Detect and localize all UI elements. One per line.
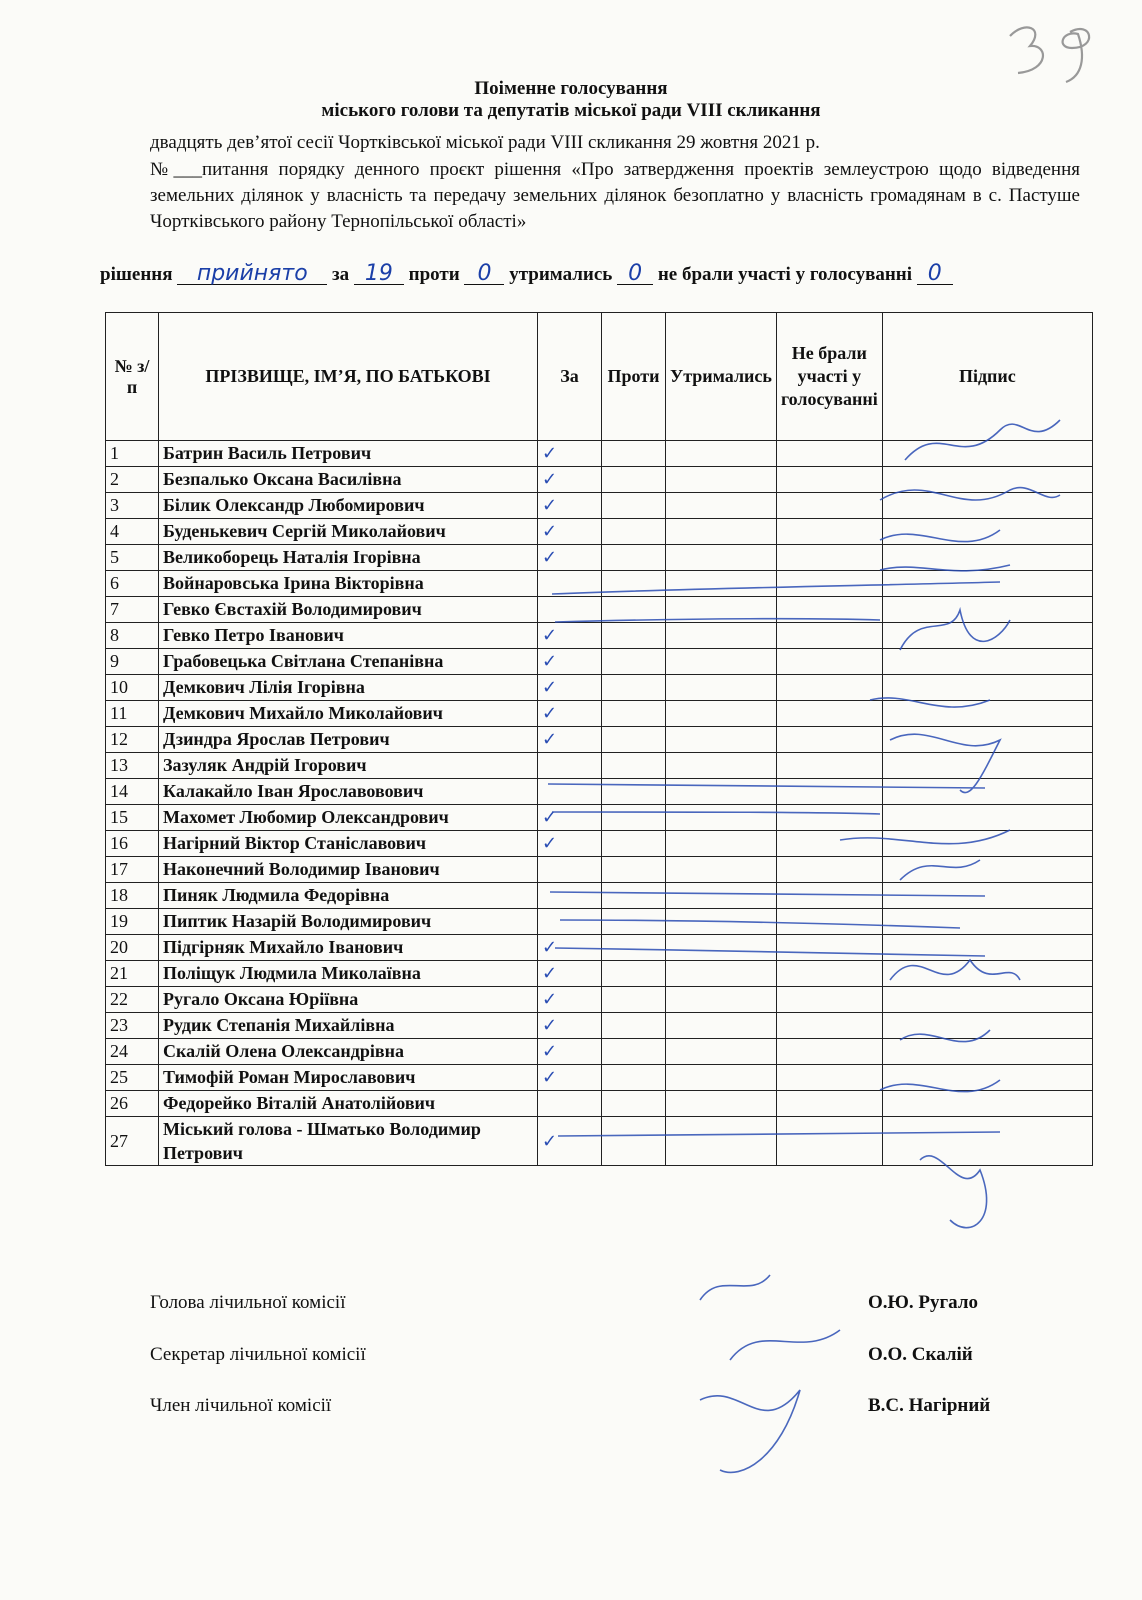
row-not-voting — [776, 545, 882, 571]
row-vote-for: ✓ — [538, 1013, 602, 1039]
row-vote-against — [602, 883, 666, 909]
row-num: 2 — [106, 467, 159, 493]
table-row — [106, 1039, 1093, 1065]
against-label: проти — [408, 264, 460, 285]
row-vote-for: ✓ — [538, 467, 602, 493]
row-vote-against — [602, 493, 666, 519]
row-vote-against — [602, 805, 666, 831]
row-name: Демкович Лілія Ігорівна — [159, 675, 538, 701]
row-num: 7 — [106, 597, 159, 623]
row-vote-abstained — [666, 493, 777, 519]
row-num: 24 — [106, 1039, 159, 1065]
row-signature — [882, 545, 1092, 571]
row-vote-for — [538, 779, 602, 805]
table-header-row — [106, 313, 1093, 441]
decision-line — [100, 261, 1090, 286]
row-name: Пиптик Назарій Володимирович — [159, 909, 538, 935]
table-row — [106, 675, 1093, 701]
table-row — [106, 987, 1093, 1013]
header-not-voting: Не брали участі у голосуванні — [776, 313, 882, 441]
row-not-voting — [776, 987, 882, 1013]
not-voting-count: 0 — [917, 264, 953, 285]
table-row — [106, 779, 1093, 805]
signature-scrawl — [730, 1330, 840, 1360]
commission-role-1: Голова лічильної комісії — [150, 1292, 346, 1313]
row-signature — [882, 805, 1092, 831]
row-vote-abstained — [666, 571, 777, 597]
row-vote-for: ✓ — [538, 675, 602, 701]
row-num: 25 — [106, 1065, 159, 1091]
row-not-voting — [776, 935, 882, 961]
row-name: Великоборець Наталія Ігорівна — [159, 545, 538, 571]
table-row — [106, 727, 1093, 753]
row-name: Зазуляк Андрій Ігорович — [159, 753, 538, 779]
row-not-voting — [776, 571, 882, 597]
row-vote-for — [538, 909, 602, 935]
not-voting-label: не брали участі у голосуванні — [657, 264, 913, 285]
row-not-voting — [776, 519, 882, 545]
table-row — [106, 441, 1093, 467]
row-num: 26 — [106, 1091, 159, 1117]
row-signature — [882, 519, 1092, 545]
row-vote-against — [602, 597, 666, 623]
table-row — [106, 519, 1093, 545]
row-not-voting — [776, 1117, 882, 1166]
row-not-voting — [776, 727, 882, 753]
row-vote-abstained — [666, 857, 777, 883]
row-num: 21 — [106, 961, 159, 987]
row-vote-abstained — [666, 623, 777, 649]
row-vote-for — [538, 597, 602, 623]
row-vote-against — [602, 1013, 666, 1039]
for-label: за — [332, 264, 350, 285]
row-vote-against — [602, 1039, 666, 1065]
row-vote-against — [602, 857, 666, 883]
row-vote-for: ✓ — [538, 441, 602, 467]
row-not-voting — [776, 597, 882, 623]
agenda-question: №___питання порядку денного проєкт рішення «Про затвердження проектів землеустрою щодо відведення земельних ділянок у власність та передачу земельних ділянок безоплатно у власність громадянам в с. Пастуше Чортківського району Тернопільської області» — [150, 159, 1080, 232]
row-vote-for: ✓ — [538, 545, 602, 571]
row-vote-for: ✓ — [538, 1117, 602, 1166]
row-name: Дзиндра Ярослав Петрович — [159, 727, 538, 753]
row-signature — [882, 961, 1092, 987]
row-vote-against — [602, 571, 666, 597]
row-vote-against — [602, 1091, 666, 1117]
row-num: 8 — [106, 623, 159, 649]
row-name: Гевко Петро Іванович — [159, 623, 538, 649]
row-num: 1 — [106, 441, 159, 467]
row-vote-for: ✓ — [538, 1039, 602, 1065]
table-row — [106, 467, 1093, 493]
row-vote-abstained — [666, 779, 777, 805]
table-row — [106, 597, 1093, 623]
row-signature — [882, 597, 1092, 623]
header-for: За — [538, 313, 602, 441]
row-signature — [882, 727, 1092, 753]
row-not-voting — [776, 467, 882, 493]
row-vote-abstained — [666, 1091, 777, 1117]
row-signature — [882, 857, 1092, 883]
row-name: Калакайло Іван Ярославовович — [159, 779, 538, 805]
row-signature — [882, 1039, 1092, 1065]
row-name: Гевко Євстахій Володимирович — [159, 597, 538, 623]
row-name: Поліщук Людмила Миколаївна — [159, 961, 538, 987]
row-not-voting — [776, 675, 882, 701]
row-signature — [882, 987, 1092, 1013]
row-vote-for: ✓ — [538, 649, 602, 675]
row-vote-abstained — [666, 909, 777, 935]
row-signature — [882, 909, 1092, 935]
row-not-voting — [776, 857, 882, 883]
against-count: 0 — [464, 264, 504, 285]
row-signature — [882, 753, 1092, 779]
table-row — [106, 1117, 1093, 1166]
row-num: 13 — [106, 753, 159, 779]
row-signature — [882, 623, 1092, 649]
row-vote-abstained — [666, 1039, 777, 1065]
row-signature — [882, 1117, 1092, 1166]
decision-value: прийнято — [177, 264, 327, 285]
row-vote-abstained — [666, 441, 777, 467]
row-vote-for: ✓ — [538, 701, 602, 727]
row-name: Ругало Оксана Юріївна — [159, 987, 538, 1013]
for-count: 19 — [354, 264, 404, 285]
table-row — [106, 935, 1093, 961]
table-row — [106, 649, 1093, 675]
row-num: 5 — [106, 545, 159, 571]
row-vote-abstained — [666, 753, 777, 779]
row-num: 15 — [106, 805, 159, 831]
row-name: Міський голова - Шматько Володимир Петрович — [159, 1117, 538, 1166]
table-row — [106, 1065, 1093, 1091]
row-num: 9 — [106, 649, 159, 675]
row-num: 23 — [106, 1013, 159, 1039]
row-vote-abstained — [666, 467, 777, 493]
row-not-voting — [776, 623, 882, 649]
row-signature — [882, 1091, 1092, 1117]
commission-role-3: Член лічильної комісії — [150, 1395, 332, 1416]
row-signature — [882, 675, 1092, 701]
table-row — [106, 1013, 1093, 1039]
row-vote-against — [602, 1065, 666, 1091]
row-num: 6 — [106, 571, 159, 597]
row-name: Войнаровська Ірина Вікторівна — [159, 571, 538, 597]
row-not-voting — [776, 493, 882, 519]
row-vote-against — [602, 675, 666, 701]
row-not-voting — [776, 909, 882, 935]
row-num: 27 — [106, 1117, 159, 1166]
row-name: Тимофій Роман Мирославович — [159, 1065, 538, 1091]
row-vote-abstained — [666, 519, 777, 545]
row-vote-for: ✓ — [538, 623, 602, 649]
row-not-voting — [776, 831, 882, 857]
row-vote-abstained — [666, 1013, 777, 1039]
row-not-voting — [776, 1065, 882, 1091]
row-num: 11 — [106, 701, 159, 727]
row-vote-for: ✓ — [538, 987, 602, 1013]
row-name: Нагірний Віктор Станіславович — [159, 831, 538, 857]
row-vote-against — [602, 779, 666, 805]
header-against: Проти — [602, 313, 666, 441]
table-row — [106, 883, 1093, 909]
row-name: Пиняк Людмила Федорівна — [159, 883, 538, 909]
row-vote-against — [602, 987, 666, 1013]
row-signature — [882, 779, 1092, 805]
row-name: Махомет Любомир Олександрович — [159, 805, 538, 831]
row-num: 20 — [106, 935, 159, 961]
row-vote-against — [602, 961, 666, 987]
signature-scrawl — [700, 1275, 770, 1300]
row-vote-for: ✓ — [538, 727, 602, 753]
header-signature: Підпис — [882, 313, 1092, 441]
row-not-voting — [776, 1039, 882, 1065]
row-vote-abstained — [666, 935, 777, 961]
row-vote-against — [602, 441, 666, 467]
row-vote-against — [602, 649, 666, 675]
row-signature — [882, 467, 1092, 493]
signature-scrawl — [700, 1390, 800, 1472]
row-not-voting — [776, 961, 882, 987]
row-vote-against — [602, 909, 666, 935]
abstained-label: утримались — [509, 264, 613, 285]
row-vote-abstained — [666, 597, 777, 623]
row-vote-abstained — [666, 961, 777, 987]
table-row — [106, 857, 1093, 883]
row-signature — [882, 1065, 1092, 1091]
row-not-voting — [776, 753, 882, 779]
row-signature — [882, 701, 1092, 727]
row-name: Грабовецька Світлана Степанівна — [159, 649, 538, 675]
signature-scrawl — [920, 1156, 987, 1228]
header-num: № з/п — [106, 313, 159, 441]
row-not-voting — [776, 805, 882, 831]
row-vote-for: ✓ — [538, 1065, 602, 1091]
session-line: двадцять дев’ятої сесії Чортківської міської ради VIII скликання 29 жовтня 2021 р. — [150, 132, 820, 153]
row-vote-abstained — [666, 727, 777, 753]
row-signature — [882, 649, 1092, 675]
row-vote-abstained — [666, 805, 777, 831]
row-name: Буденькевич Сергій Миколайович — [159, 519, 538, 545]
table-row — [106, 623, 1093, 649]
row-num: 4 — [106, 519, 159, 545]
table-row — [106, 961, 1093, 987]
document-title — [0, 78, 1142, 122]
roll-call-table — [105, 312, 1093, 1166]
row-vote-abstained — [666, 701, 777, 727]
row-name: Батрин Василь Петрович — [159, 441, 538, 467]
title-line-2: міського голови та депутатів міської ради VIII скликання — [321, 100, 821, 121]
row-vote-abstained — [666, 1117, 777, 1166]
row-signature — [882, 441, 1092, 467]
row-vote-for — [538, 753, 602, 779]
row-vote-for — [538, 1091, 602, 1117]
row-signature — [882, 935, 1092, 961]
row-not-voting — [776, 1013, 882, 1039]
row-vote-against — [602, 1117, 666, 1166]
row-vote-against — [602, 467, 666, 493]
table-row — [106, 805, 1093, 831]
row-signature — [882, 493, 1092, 519]
row-num: 10 — [106, 675, 159, 701]
row-vote-abstained — [666, 831, 777, 857]
row-not-voting — [776, 701, 882, 727]
row-vote-for — [538, 571, 602, 597]
row-name: Демкович Михайло Миколайович — [159, 701, 538, 727]
row-vote-against — [602, 623, 666, 649]
row-vote-abstained — [666, 649, 777, 675]
row-name: Безпалько Оксана Василівна — [159, 467, 538, 493]
row-vote-against — [602, 831, 666, 857]
row-vote-abstained — [666, 987, 777, 1013]
commission-role-2: Секретар лічильної комісії — [150, 1344, 366, 1365]
row-signature — [882, 883, 1092, 909]
row-name: Підгірняк Михайло Іванович — [159, 935, 538, 961]
row-vote-for: ✓ — [538, 493, 602, 519]
row-vote-for — [538, 857, 602, 883]
row-name: Федорейко Віталій Анатолійович — [159, 1091, 538, 1117]
title-line-1: Поіменне голосування — [474, 78, 668, 99]
header-abstained: Утримались — [666, 313, 777, 441]
table-row — [106, 493, 1093, 519]
row-not-voting — [776, 1091, 882, 1117]
row-vote-against — [602, 935, 666, 961]
row-vote-against — [602, 701, 666, 727]
row-num: 22 — [106, 987, 159, 1013]
row-not-voting — [776, 441, 882, 467]
row-num: 12 — [106, 727, 159, 753]
row-signature — [882, 571, 1092, 597]
row-vote-for: ✓ — [538, 805, 602, 831]
table-row — [106, 1091, 1093, 1117]
row-vote-abstained — [666, 1065, 777, 1091]
table-row — [106, 701, 1093, 727]
row-vote-abstained — [666, 545, 777, 571]
row-vote-against — [602, 519, 666, 545]
table-row — [106, 545, 1093, 571]
row-vote-for: ✓ — [538, 831, 602, 857]
row-name: Скалій Олена Олександрівна — [159, 1039, 538, 1065]
row-num: 19 — [106, 909, 159, 935]
row-num: 17 — [106, 857, 159, 883]
row-signature — [882, 831, 1092, 857]
row-vote-abstained — [666, 675, 777, 701]
table-row — [106, 753, 1093, 779]
row-not-voting — [776, 649, 882, 675]
commission-name-2: О.О. Скалій — [868, 1344, 973, 1365]
row-vote-against — [602, 545, 666, 571]
row-num: 18 — [106, 883, 159, 909]
row-vote-abstained — [666, 883, 777, 909]
row-not-voting — [776, 883, 882, 909]
row-vote-for: ✓ — [538, 961, 602, 987]
row-not-voting — [776, 779, 882, 805]
row-name: Рудик Степанія Михайлівна — [159, 1013, 538, 1039]
row-vote-against — [602, 753, 666, 779]
row-signature — [882, 1013, 1092, 1039]
row-vote-for: ✓ — [538, 519, 602, 545]
table-row — [106, 831, 1093, 857]
table-row — [106, 571, 1093, 597]
abstained-count: 0 — [617, 264, 653, 285]
decision-label: рішення — [100, 264, 173, 285]
row-name: Наконечний Володимир Іванович — [159, 857, 538, 883]
table-row — [106, 909, 1093, 935]
commission-name-1: О.Ю. Ругало — [868, 1292, 978, 1313]
row-num: 16 — [106, 831, 159, 857]
row-vote-for — [538, 883, 602, 909]
table-body — [106, 441, 1093, 1166]
row-num: 3 — [106, 493, 159, 519]
row-name: Білик Олександр Любомирович — [159, 493, 538, 519]
row-num: 14 — [106, 779, 159, 805]
header-name: ПРІЗВИЩЕ, ІМ’Я, ПО БАТЬКОВІ — [159, 313, 538, 441]
row-vote-against — [602, 727, 666, 753]
row-vote-for: ✓ — [538, 935, 602, 961]
commission-name-3: В.С. Нагірний — [868, 1395, 991, 1416]
